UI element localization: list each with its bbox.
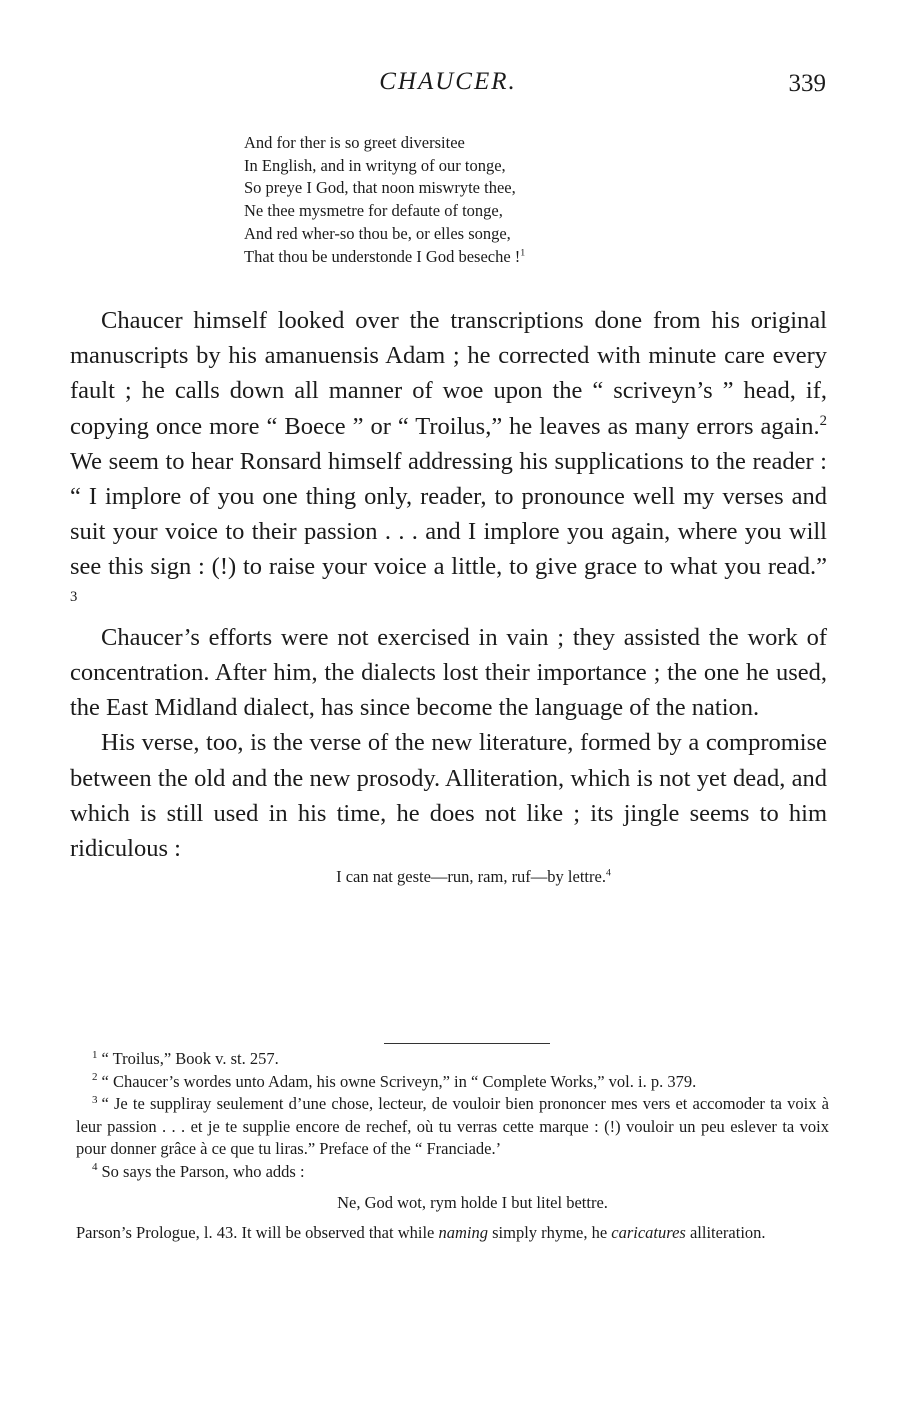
footnote-2: $^2$ “ Chaucer’s wordes unto Adam, his owne Scriveyn,” in “ Complete Works,” vol. i. p. 379. <box>92 1071 697 1091</box>
footnote-ref-3: 3 <box>70 588 78 605</box>
main-text <box>70 303 827 888</box>
footnote-4-continuation: Parson’s Prologue, l. 43. It will be observed that while naming simply rhyme, he caricatures alliteration. <box>76 1222 766 1242</box>
footnote-ref-1: 1 <box>520 247 526 259</box>
verse-line: That thou be understonde I God beseche !$^1$ <box>244 246 526 266</box>
footnote-1: $^1$ “ Troilus,” Book v. st. 257. <box>92 1048 279 1068</box>
footnote-ref-4: 4 <box>605 867 611 879</box>
footnote-4-verse: Ne, God wot, rym holde I but litel bettre. <box>337 1192 608 1212</box>
footnote-ref-2: 2 <box>819 412 827 429</box>
paragraph-1: Chaucer himself looked over the transcriptions done from his original manuscripts by his amanuensis Adam ; he corrected with minute care every fault ; he calls down all manner of woe upon the “ scriveyn’s ” head, if, copying once more “ Boece ” or “ Troilus,” he leaves as many errors again.$^2$ We seem to hear Ronsard himself addressing his supplications to the reader : “ I implore of you one thing only, reader, to pronounce well my verses and suit your voice to their passion . . . and I implore you again, where you will see this sign : (!) to raise your voice a little, to give grace to what you read.” $^3$ <box>70 307 827 605</box>
alliteration-quote: I can nat geste—run, ram, ruf—by lettre.$^4$ <box>336 867 611 887</box>
page-number: 339 <box>788 70 826 97</box>
footnote-divider <box>384 1043 550 1044</box>
verse-line: Ne thee mysmetre for defaute of tonge, <box>244 201 503 221</box>
paragraph-3: His verse, too, is the verse of the new literature, formed by a compromise between the old and the new prosody. Alliteration, which is not yet dead, and which is still used in his time, he does not like ; its jingle seems to him ridiculous : <box>70 729 827 863</box>
verse-quotation <box>244 132 525 268</box>
emphasis-caricatures: caricatures <box>611 1222 686 1242</box>
footnotes <box>76 1048 829 1244</box>
verse-line: So preye I God, that noon miswryte thee, <box>244 178 516 198</box>
footnote-3: $^3$ “ Je te suppliray seulement d’une chose, lecteur, de vouloir bien prononcer mes vers et accomoder ta voix à leur passion . . . et je te supplie encore de rechef, où tu verras cette marque : (!) vouloir un peu eslever ta voix pour donner grâce à ce que tu liras.” Preface of the “ Franciade.’ <box>76 1093 829 1159</box>
page-header <box>70 68 826 104</box>
emphasis-naming: naming <box>438 1222 488 1242</box>
running-title: CHAUCER. <box>379 68 517 95</box>
paragraph-2: Chaucer’s efforts were not exercised in vain ; they assisted the work of concentration. After him, the dialects lost their importance ; the one he used, the East Midland dialect, has since become the language of the nation. <box>70 623 827 722</box>
verse-line: In English, and in writyng of our tonge, <box>244 155 506 175</box>
verse-line: And red wher-so thou be, or elles songe, <box>244 223 511 243</box>
verse-line: And for ther is so greet diversitee <box>244 133 465 152</box>
footnote-4: $^4$ So says the Parson, who adds : <box>92 1161 305 1181</box>
